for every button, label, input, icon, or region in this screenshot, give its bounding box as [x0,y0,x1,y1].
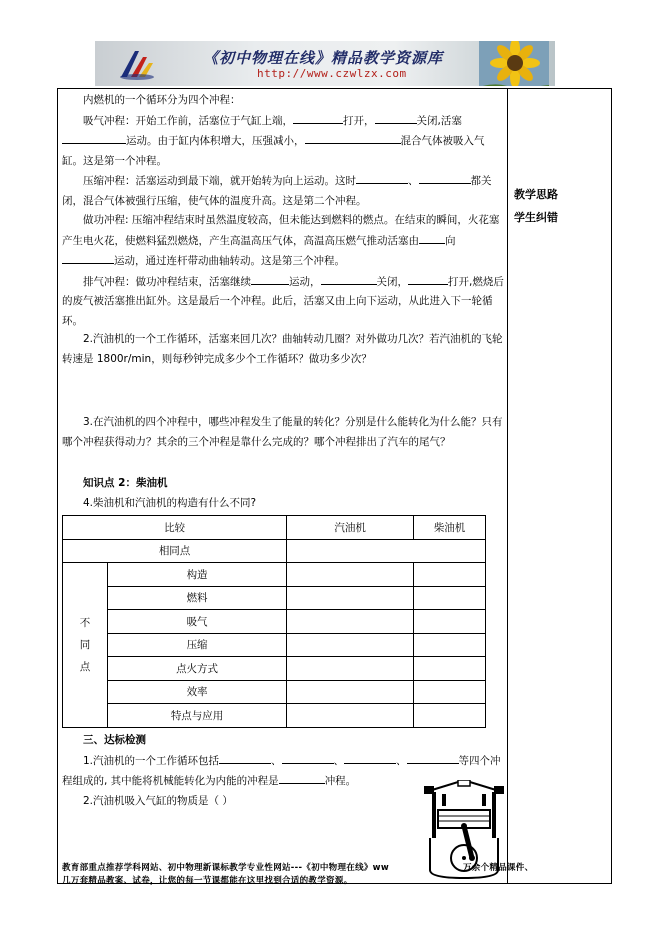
row-label: 燃料 [108,586,287,610]
intake-stroke: 吸气冲程：开始工作前，活塞位于气缸上端， 打开， 关闭,活塞运动。由于缸内体积增大，压强减小， 混合气体被吸入气缸。这是第一个冲程。 [62,111,504,172]
table-cell[interactable] [414,586,486,610]
question-4: 4.柴油机和汽油机的构造有什么不同? [83,496,257,509]
header-diesel: 柴油机 [414,516,486,540]
check-question-2: 2.汽油机吸入气缸的物质是（ ） [83,794,233,807]
row-label: 效率 [108,680,287,704]
header-compare: 比较 [63,516,287,540]
banner-url[interactable]: http://www.czwlzx.com [257,67,407,80]
row-label: 构造 [108,563,287,587]
sunflower-icon [479,41,549,86]
table-cell[interactable] [414,633,486,657]
side-column [514,183,558,229]
table-row [63,586,486,610]
comparison-table [62,515,486,728]
table-cell[interactable] [414,657,486,681]
header-banner [95,41,555,86]
table-row [63,610,486,634]
table-header-row [63,516,486,540]
table-row [63,563,486,587]
table-cell[interactable] [287,704,414,728]
blank[interactable] [356,171,408,184]
table-cell[interactable] [414,680,486,704]
header-gasoline: 汽油机 [287,516,414,540]
power-stroke: 做功冲程: 压缩冲程结束时虽然温度较高，但未能达到燃料的燃点。在结束的瞬间，火花塞产生电火花，使燃料猛烈燃烧，产生高温高压气体，高温高压燃气推动活塞由 向运动，通过连杆带动曲轴转动。这是第三个冲程。 [62,214,500,267]
table-cell[interactable] [287,539,486,563]
blank[interactable] [344,751,396,764]
table-cell[interactable] [414,610,486,634]
compression-stroke: 压缩冲程：活塞运动到最下端，就开始转为向上运动。这时 、 都关闭，混合气体被强行压缩，使气体的温度升高。这是第二个冲程。 [62,171,504,211]
table-row [63,633,486,657]
footer-line-2: 几万套精品教案、试卷，让您的每一节课都能在这里找到合适的教学资源。 [62,876,353,886]
blank[interactable] [375,111,417,124]
table-cell[interactable] [287,586,414,610]
banner-title: 《初中物理在线》精品教学资源库 [203,49,444,67]
table-row [63,704,486,728]
table-cell[interactable] [414,704,486,728]
section-3-title: 三、达标检测 [83,734,146,746]
table-row [63,657,486,681]
column-divider [507,88,508,884]
exhaust-stroke: 排气冲程：做功冲程结束，活塞继续 运动， 关闭， 打开,燃烧后的废气被活塞推出缸外。这是最后一个冲程。此后，活塞又由上向下运动，从此进入下一轮循环。 [62,272,504,332]
blank[interactable] [407,751,459,764]
blank[interactable] [321,272,377,285]
site-logo [117,47,157,81]
question-3: 3.在汽油机的四个冲程中，哪些冲程发生了能量的转化？分别是什么能转化为什么能？只有哪个冲程获得动力？其余的三个冲程是靠什么完成的？哪个冲程排出了汽车的尾气？ [62,416,503,448]
footer [62,862,622,888]
side-label-correction: 学生纠错 [514,211,558,224]
blank[interactable] [293,111,343,124]
table-cell[interactable] [287,563,414,587]
check-question-1: 1.汽油机的一个工作循环包括 、 、 、 等四个冲程组成的, 其中能将机械能转化为内能的冲程是 冲程。 [62,751,504,792]
table-cell[interactable] [287,610,414,634]
row-label: 点火方式 [108,657,287,681]
question-2: 2.汽油机的一个工作循环，活塞来回几次？曲轴转动几圈？对外做功几次？若汽油机的飞轮转速是 1800r/min，则每秒钟完成多少个工作循环？做功多少次？ [62,333,503,365]
row-label: 特点与应用 [108,704,287,728]
table-cell[interactable] [414,563,486,587]
blank[interactable] [408,272,448,285]
blank[interactable] [62,131,126,144]
blank[interactable] [419,231,445,244]
table-row [63,539,486,563]
footer-line-1: 教育部重点推荐学科网站、初中物理新课标教学专业性网站---《初中物理在线》ww 万余个精品课件、 [62,863,534,873]
blank[interactable] [279,771,325,784]
blank[interactable] [419,171,471,184]
table-row [63,680,486,704]
row-label: 压缩 [108,633,287,657]
knowledge-point-2: 知识点 2：柴油机 4.柴油机和汽油机的构造有什么不同? [62,474,504,513]
diff-point-label: 不 同 点 [63,563,108,728]
main-text [62,91,504,331]
blank[interactable] [219,751,271,764]
table-cell[interactable] [287,633,414,657]
same-point-label: 相同点 [63,539,287,563]
intro-line: 内燃机的一个循环分为四个冲程： [83,94,241,106]
table-cell[interactable] [287,680,414,704]
blank[interactable] [62,251,114,264]
blank[interactable] [251,272,289,285]
blank[interactable] [282,751,334,764]
blank[interactable] [305,131,401,144]
table-cell[interactable] [287,657,414,681]
row-label: 吸气 [108,610,287,634]
side-label-teaching: 教学思路 [514,188,558,201]
